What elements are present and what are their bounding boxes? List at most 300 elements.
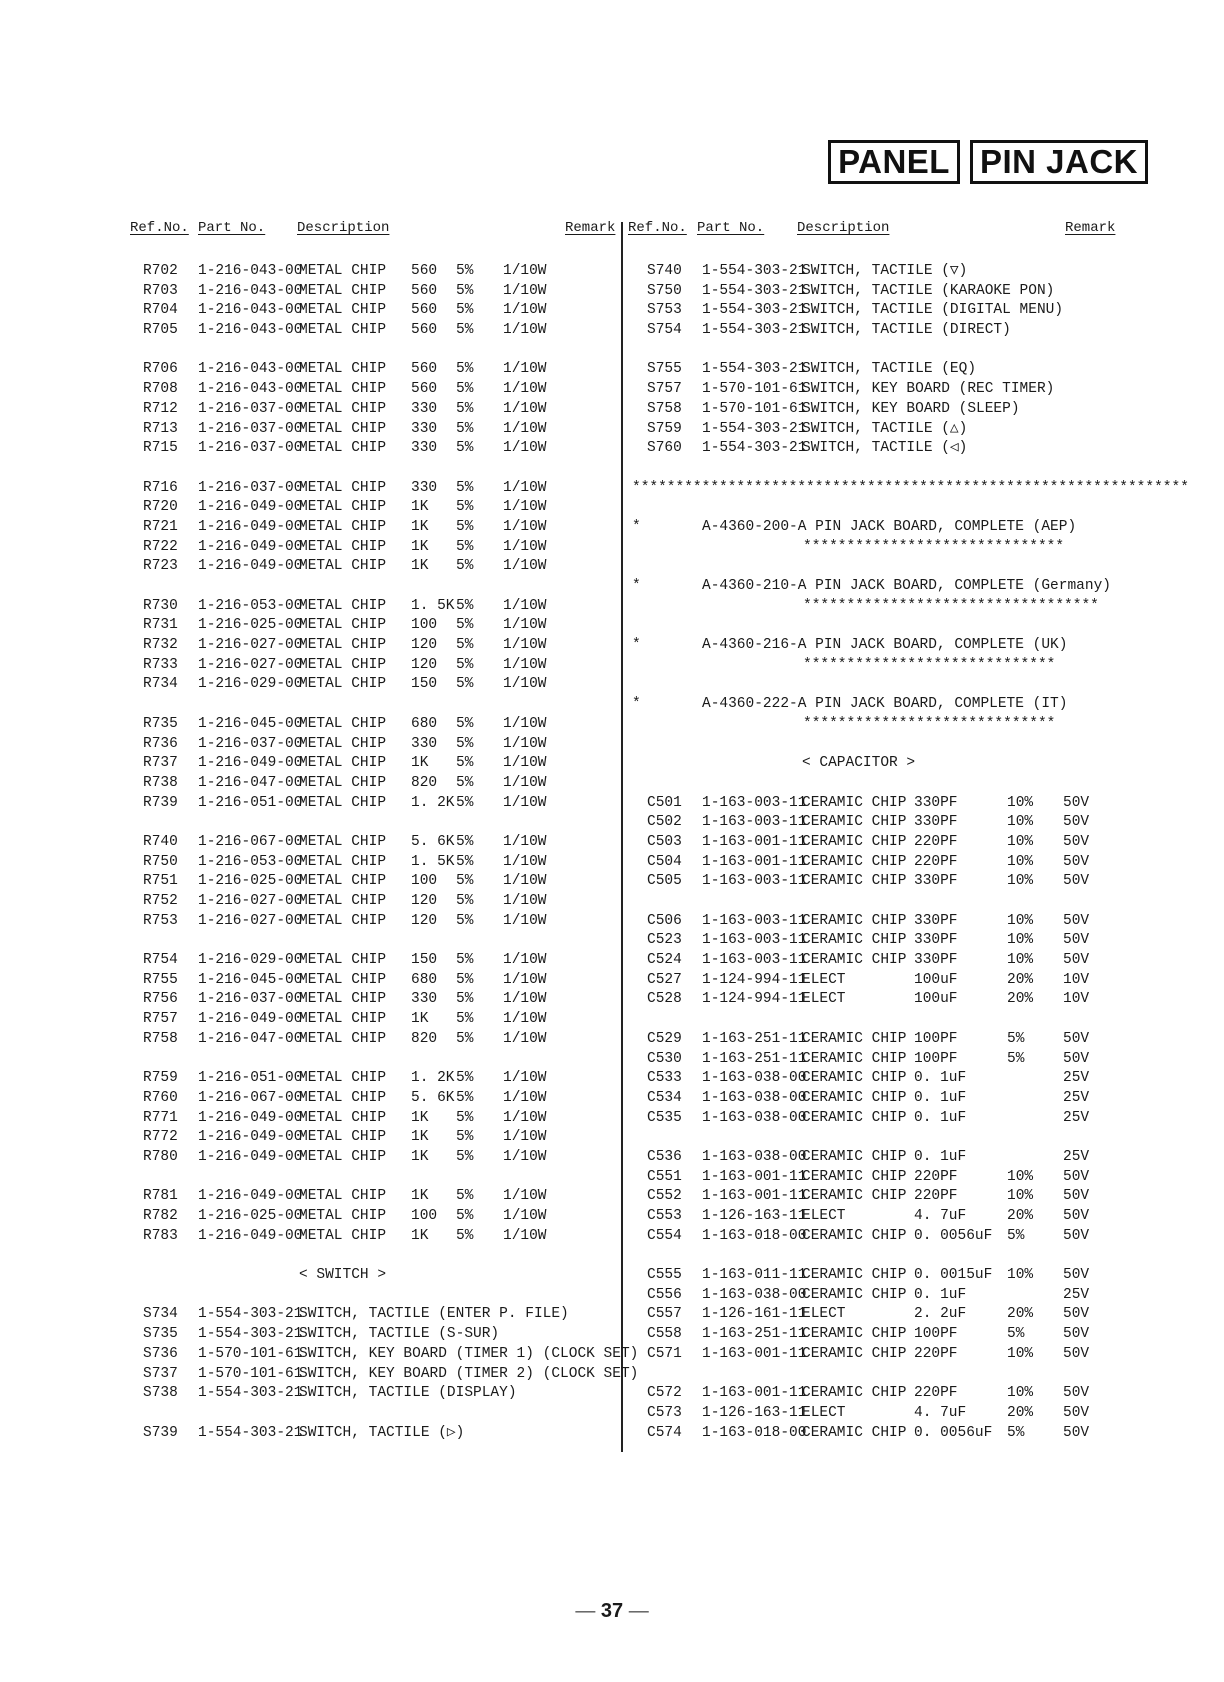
ref-no: S753 — [647, 302, 682, 319]
tolerance: 5% — [456, 381, 474, 398]
tolerance: 5% — [456, 991, 474, 1008]
value: 330 — [411, 440, 438, 457]
value: 5. 6K — [411, 1089, 455, 1106]
switch-row — [0, 420, 1224, 440]
ref-no: C535 — [647, 1109, 682, 1126]
description: SWITCH, TACTILE (S-SUR) — [299, 1326, 500, 1343]
capacitor-row — [0, 1424, 1224, 1444]
rating: 1/10W — [503, 263, 547, 279]
rating: 1/10W — [503, 735, 547, 752]
description: CERAMIC CHIP — [802, 794, 907, 811]
description: CERAMIC CHIP — [802, 1070, 907, 1087]
ref-no: S759 — [647, 420, 682, 437]
tolerance: 5% — [456, 322, 474, 339]
capacitor-row — [0, 990, 1224, 1010]
ref-no: R720 — [143, 499, 178, 516]
part-no: 1-216-049-00 — [198, 1129, 303, 1146]
description: SWITCH, TACTILE (◁) — [802, 440, 968, 457]
ref-no: R705 — [143, 322, 178, 339]
description: METAL CHIP — [299, 1208, 387, 1224]
tolerance: 5% — [456, 263, 474, 279]
rating: 25V — [1063, 1286, 1090, 1303]
board-row — [0, 577, 1224, 597]
ref-no: R730 — [143, 597, 178, 614]
board-mark: * — [632, 696, 641, 713]
rating: 1/10W — [503, 833, 547, 850]
ref-no: S739 — [143, 1424, 178, 1441]
rating: 25V — [1063, 1070, 1090, 1087]
part-no: 1-554-303-21 — [702, 302, 807, 319]
tolerance: 5% — [456, 282, 474, 299]
tolerance: 5% — [1007, 1050, 1025, 1067]
description: METAL CHIP — [299, 1011, 387, 1028]
description: SWITCH, TACTILE (△) — [802, 420, 968, 437]
value: 150 — [411, 952, 438, 969]
tolerance: 5% — [456, 637, 474, 654]
ref-no: R751 — [143, 873, 178, 890]
rating: 1/10W — [503, 794, 547, 811]
value: 330 — [411, 400, 438, 417]
description: CERAMIC CHIP — [802, 853, 907, 870]
tolerance: 5% — [456, 1148, 474, 1165]
right-parts-list — [0, 262, 1224, 1443]
value: 4. 7uF — [914, 1404, 967, 1421]
tolerance: 10% — [1007, 1188, 1034, 1205]
value: 1K — [411, 1109, 429, 1126]
part-no: 1-554-303-21 — [198, 1326, 303, 1343]
rating: 50V — [1063, 853, 1090, 870]
rating: 1/10W — [503, 873, 547, 890]
ref-no: R721 — [143, 518, 178, 535]
value: 1K — [411, 538, 429, 555]
description: CERAMIC CHIP — [802, 1188, 907, 1205]
ref-no: R734 — [143, 676, 178, 693]
value: 560 — [411, 282, 438, 299]
rating: 1/10W — [503, 637, 547, 654]
part-no: 1-216-045-00 — [198, 715, 303, 732]
capacitor-row — [0, 1404, 1224, 1424]
part-no: 1-163-011-11 — [702, 1267, 807, 1284]
part-no: 1-216-025-00 — [198, 617, 303, 634]
capacitor-row — [0, 813, 1224, 833]
rating: 25V — [1063, 1148, 1090, 1165]
part-no: 1-216-049-00 — [198, 558, 303, 575]
switch-row — [0, 301, 1224, 321]
description: METAL CHIP — [299, 893, 387, 909]
part-no: 1-163-001-11 — [702, 1345, 807, 1362]
description: METAL CHIP — [299, 833, 387, 850]
rating: 50V — [1063, 1326, 1090, 1343]
tolerance: 5% — [456, 1089, 474, 1106]
rating: 1/10W — [503, 1030, 547, 1047]
part-no: 1-216-051-00 — [198, 794, 303, 811]
tolerance: 5% — [456, 833, 474, 850]
part-no: 1-124-994-11 — [702, 991, 807, 1008]
rating: 50V — [1063, 1345, 1090, 1362]
separator-stars-text: **************************************************************** — [632, 479, 1189, 496]
rating: 1/10W — [503, 479, 547, 496]
description: CERAMIC CHIP — [802, 833, 907, 850]
part-no: 1-554-303-21 — [198, 1424, 303, 1441]
rating: 1/10W — [503, 558, 547, 575]
value: 820 — [411, 774, 438, 791]
ref-no: R732 — [143, 637, 178, 654]
rating: 1/10W — [503, 499, 547, 516]
rating: 1/10W — [503, 952, 547, 969]
ref-no: R706 — [143, 361, 178, 378]
description: METAL CHIP — [299, 853, 387, 870]
description: SWITCH, KEY BOARD (SLEEP) — [802, 400, 1020, 417]
rating: 1/10W — [503, 715, 547, 732]
part-no: 1-163-001-11 — [702, 1188, 807, 1205]
description: CERAMIC CHIP — [802, 1385, 907, 1402]
switch-row — [0, 380, 1224, 400]
switch-section-label-text: < SWITCH > — [299, 1267, 387, 1284]
part-no: 1-163-003-11 — [702, 794, 807, 811]
ref-no: S750 — [647, 282, 682, 299]
value: 100 — [411, 873, 438, 890]
ref-no: R716 — [143, 479, 178, 496]
value: 680 — [411, 715, 438, 732]
ref-no: S740 — [647, 263, 682, 279]
tolerance: 5% — [456, 952, 474, 969]
description: METAL CHIP — [299, 400, 387, 417]
ref-no: S735 — [143, 1326, 178, 1343]
ref-no: C530 — [647, 1050, 682, 1067]
ref-no: C533 — [647, 1070, 682, 1087]
tolerance: 5% — [1007, 1424, 1025, 1441]
ref-no: R739 — [143, 794, 178, 811]
ref-no: C503 — [647, 833, 682, 850]
part-no: 1-163-003-11 — [702, 932, 807, 949]
value: 150 — [411, 676, 438, 693]
tolerance: 10% — [1007, 873, 1034, 890]
part-no: 1-216-029-00 — [198, 676, 303, 693]
description: CERAMIC CHIP — [802, 912, 907, 929]
part-no: 1-163-003-11 — [702, 873, 807, 890]
value: 820 — [411, 1030, 438, 1047]
title-pin-jack: PIN JACK — [970, 140, 1148, 184]
part-no: 1-216-025-00 — [198, 873, 303, 890]
ref-no: S734 — [143, 1306, 178, 1323]
tolerance: 5% — [456, 558, 474, 575]
tolerance: 5% — [456, 361, 474, 378]
value: 560 — [411, 302, 438, 319]
capacitor-row — [0, 971, 1224, 991]
value: 330PF — [914, 814, 958, 831]
description: METAL CHIP — [299, 381, 387, 398]
ref-no: R713 — [143, 420, 178, 437]
part-no: 1-570-101-61 — [198, 1345, 303, 1362]
tolerance: 5% — [456, 1227, 474, 1244]
switch-row — [0, 360, 1224, 380]
value: 1K — [411, 755, 429, 772]
part-no: 1-216-049-00 — [198, 1148, 303, 1165]
rating: 10V — [1063, 991, 1090, 1008]
rating: 1/10W — [503, 420, 547, 437]
value: 1. 5K — [411, 853, 455, 870]
value: 330 — [411, 991, 438, 1008]
capacitor-row — [0, 1109, 1224, 1129]
tolerance: 5% — [456, 1208, 474, 1224]
description: METAL CHIP — [299, 755, 387, 772]
ref-no: R737 — [143, 755, 178, 772]
ref-no: C557 — [647, 1306, 682, 1323]
tolerance: 5% — [456, 1070, 474, 1087]
part-no: 1-216-043-00 — [198, 361, 303, 378]
value: 1. 2K — [411, 1070, 455, 1087]
ref-no: R756 — [143, 991, 178, 1008]
part-no: 1-554-303-21 — [702, 322, 807, 339]
rating: 50V — [1063, 873, 1090, 890]
part-no: 1-216-045-00 — [198, 971, 303, 988]
ref-no: C571 — [647, 1345, 682, 1362]
part-no: 1-216-037-00 — [198, 420, 303, 437]
tolerance: 20% — [1007, 1306, 1034, 1323]
rating: 1/10W — [503, 1089, 547, 1106]
rating: 1/10W — [503, 302, 547, 319]
description: SWITCH, KEY BOARD (TIMER 1) (CLOCK SET) — [299, 1345, 639, 1362]
part-no: 1-554-303-21 — [702, 361, 807, 378]
part-no: 1-163-001-11 — [702, 853, 807, 870]
tolerance: 5% — [456, 755, 474, 772]
ref-no: R703 — [143, 282, 178, 299]
description: METAL CHIP — [299, 912, 387, 929]
value: 330 — [411, 420, 438, 437]
ref-no: R731 — [143, 617, 178, 634]
capacitor-row — [0, 872, 1224, 892]
ref-no: R740 — [143, 833, 178, 850]
tolerance: 5% — [1007, 1227, 1025, 1244]
rating: 1/10W — [503, 774, 547, 791]
tolerance: 10% — [1007, 1168, 1034, 1185]
capacitor-row — [0, 1187, 1224, 1207]
rating: 1/10W — [503, 676, 547, 693]
description: METAL CHIP — [299, 1129, 387, 1146]
rating: 1/10W — [503, 755, 547, 772]
ref-no: S757 — [647, 381, 682, 398]
ref-no: C502 — [647, 814, 682, 831]
capacitor-row — [0, 1089, 1224, 1109]
part-no: 1-216-047-00 — [198, 1030, 303, 1047]
rating: 1/10W — [503, 1148, 547, 1165]
part-no: 1-163-001-11 — [702, 1168, 807, 1185]
rating: 1/10W — [503, 400, 547, 417]
part-no: 1-216-049-00 — [198, 518, 303, 535]
tolerance: 5% — [456, 853, 474, 870]
part-no: 1-163-038-00 — [702, 1286, 807, 1303]
value: 330PF — [914, 873, 958, 890]
part-no: 1-216-049-00 — [198, 755, 303, 772]
rating: 1/10W — [503, 322, 547, 339]
description: CERAMIC CHIP — [802, 1148, 907, 1165]
capacitor-row — [0, 1168, 1224, 1188]
ref-no: S755 — [647, 361, 682, 378]
description: METAL CHIP — [299, 1030, 387, 1047]
tolerance: 5% — [456, 676, 474, 693]
part-no: 1-554-303-21 — [198, 1385, 303, 1402]
part-no: 1-163-251-11 — [702, 1030, 807, 1047]
rating: 1/10W — [503, 538, 547, 555]
description: METAL CHIP — [299, 263, 387, 279]
tolerance: 20% — [1007, 1404, 1034, 1421]
board-description: A-4360-210-A PIN JACK BOARD, COMPLETE (Germany) — [702, 578, 1111, 594]
part-no: 1-554-303-21 — [702, 420, 807, 437]
description: SWITCH, TACTILE (▷) — [299, 1424, 465, 1441]
capacitor-row — [0, 951, 1224, 971]
rating: 1/10W — [503, 282, 547, 299]
part-no: 1-126-163-11 — [702, 1404, 807, 1421]
ref-no: R782 — [143, 1208, 178, 1224]
description: SWITCH, KEY BOARD (REC TIMER) — [802, 381, 1055, 398]
separator-stars — [0, 479, 1224, 499]
ref-no: C553 — [647, 1208, 682, 1224]
description: METAL CHIP — [299, 971, 387, 988]
description: METAL CHIP — [299, 597, 387, 614]
tolerance: 10% — [1007, 1345, 1034, 1362]
ref-no: R771 — [143, 1109, 178, 1126]
tolerance: 5% — [456, 479, 474, 496]
ref-no: R753 — [143, 912, 178, 929]
ref-no: S736 — [143, 1345, 178, 1362]
value: 120 — [411, 637, 438, 654]
ref-no: R712 — [143, 400, 178, 417]
tolerance: 5% — [456, 912, 474, 929]
capacitor-row — [0, 1148, 1224, 1168]
value: 0. 0056uF — [914, 1227, 993, 1244]
description: CERAMIC CHIP — [802, 1168, 907, 1185]
rating: 50V — [1063, 833, 1090, 850]
description: CERAMIC CHIP — [802, 932, 907, 949]
description: METAL CHIP — [299, 774, 387, 791]
tolerance: 10% — [1007, 794, 1034, 811]
part-no: 1-163-038-00 — [702, 1109, 807, 1126]
rating: 1/10W — [503, 656, 547, 673]
rating: 1/10W — [503, 971, 547, 988]
rating: 1/10W — [503, 518, 547, 535]
description: SWITCH, TACTILE (KARAOKE PON) — [802, 282, 1055, 299]
description: METAL CHIP — [299, 735, 387, 752]
ref-no: R780 — [143, 1148, 178, 1165]
description: SWITCH, TACTILE (DISPLAY) — [299, 1385, 517, 1402]
value: 330 — [411, 479, 438, 496]
value: 0. 1uF — [914, 1089, 967, 1106]
description: METAL CHIP — [299, 440, 387, 457]
value: 220PF — [914, 853, 958, 870]
part-no: 1-216-037-00 — [198, 991, 303, 1008]
value: 4. 7uF — [914, 1208, 967, 1224]
tolerance: 5% — [456, 597, 474, 614]
rating: 50V — [1063, 814, 1090, 831]
part-no: 1-570-101-61 — [198, 1365, 303, 1382]
rating: 10V — [1063, 971, 1090, 988]
value: 1K — [411, 1129, 429, 1146]
value: 1K — [411, 558, 429, 575]
description: ELECT — [802, 971, 846, 988]
description: METAL CHIP — [299, 1188, 387, 1205]
part-no: 1-216-027-00 — [198, 637, 303, 654]
ref-no: R736 — [143, 735, 178, 752]
ref-no: S758 — [647, 400, 682, 417]
rating: 50V — [1063, 1227, 1090, 1244]
tolerance: 5% — [456, 735, 474, 752]
tolerance: 10% — [1007, 932, 1034, 949]
part-no: 1-216-043-00 — [198, 322, 303, 339]
rating: 1/10W — [503, 440, 547, 457]
board-mark: * — [632, 578, 641, 594]
part-no: 1-216-027-00 — [198, 656, 303, 673]
tolerance: 5% — [456, 538, 474, 555]
part-no: 1-216-037-00 — [198, 735, 303, 752]
capacitor-row — [0, 1069, 1224, 1089]
capacitor-row — [0, 931, 1224, 951]
ref-no: S760 — [647, 440, 682, 457]
value: 0. 1uF — [914, 1286, 967, 1303]
value: 120 — [411, 893, 438, 909]
value: 100PF — [914, 1050, 958, 1067]
ref-no: R733 — [143, 656, 178, 673]
part-no: 1-163-251-11 — [702, 1050, 807, 1067]
capacitor-row — [0, 1384, 1224, 1404]
ref-no: C534 — [647, 1089, 682, 1106]
description: METAL CHIP — [299, 518, 387, 535]
description: METAL CHIP — [299, 479, 387, 496]
value: 1K — [411, 1188, 429, 1205]
capacitor-row — [0, 1345, 1224, 1365]
rating: 50V — [1063, 932, 1090, 949]
rating: 1/10W — [503, 381, 547, 398]
ref-no: C529 — [647, 1030, 682, 1047]
capacitor-row — [0, 794, 1224, 814]
part-no: 1-554-303-21 — [702, 440, 807, 457]
value: 330PF — [914, 952, 958, 969]
right-column-header — [0, 220, 1224, 244]
value: 1K — [411, 1011, 429, 1028]
capacitor-row — [0, 853, 1224, 873]
rating: 1/10W — [503, 912, 547, 929]
part-no: 1-216-049-00 — [198, 1188, 303, 1205]
part-no: 1-216-043-00 — [198, 282, 303, 299]
ref-no: C536 — [647, 1148, 682, 1165]
description: METAL CHIP — [299, 420, 387, 437]
part-no: 1-216-053-00 — [198, 597, 303, 614]
board-stars — [0, 656, 1224, 676]
description: SWITCH, TACTILE (ENTER P. FILE) — [299, 1306, 569, 1323]
ref-no: R772 — [143, 1129, 178, 1146]
value: 100uF — [914, 971, 958, 988]
description: CERAMIC CHIP — [802, 1227, 907, 1244]
tolerance: 5% — [456, 518, 474, 535]
rating: 1/10W — [503, 1227, 547, 1244]
capacitor-row — [0, 1207, 1224, 1227]
part-no: 1-163-003-11 — [702, 912, 807, 929]
description: SWITCH, TACTILE (▽) — [802, 263, 968, 279]
tolerance: 20% — [1007, 971, 1034, 988]
part-no: 1-216-067-00 — [198, 833, 303, 850]
rating: 50V — [1063, 1404, 1090, 1421]
description: METAL CHIP — [299, 499, 387, 516]
ref-no: C556 — [647, 1286, 682, 1303]
switch-row — [0, 282, 1224, 302]
ref-no: R704 — [143, 302, 178, 319]
board-row — [0, 636, 1224, 656]
ref-no: C572 — [647, 1385, 682, 1402]
tolerance: 5% — [456, 656, 474, 673]
ref-no: C504 — [647, 853, 682, 870]
tolerance: 10% — [1007, 952, 1034, 969]
tolerance: 5% — [456, 499, 474, 516]
value: 100PF — [914, 1326, 958, 1343]
